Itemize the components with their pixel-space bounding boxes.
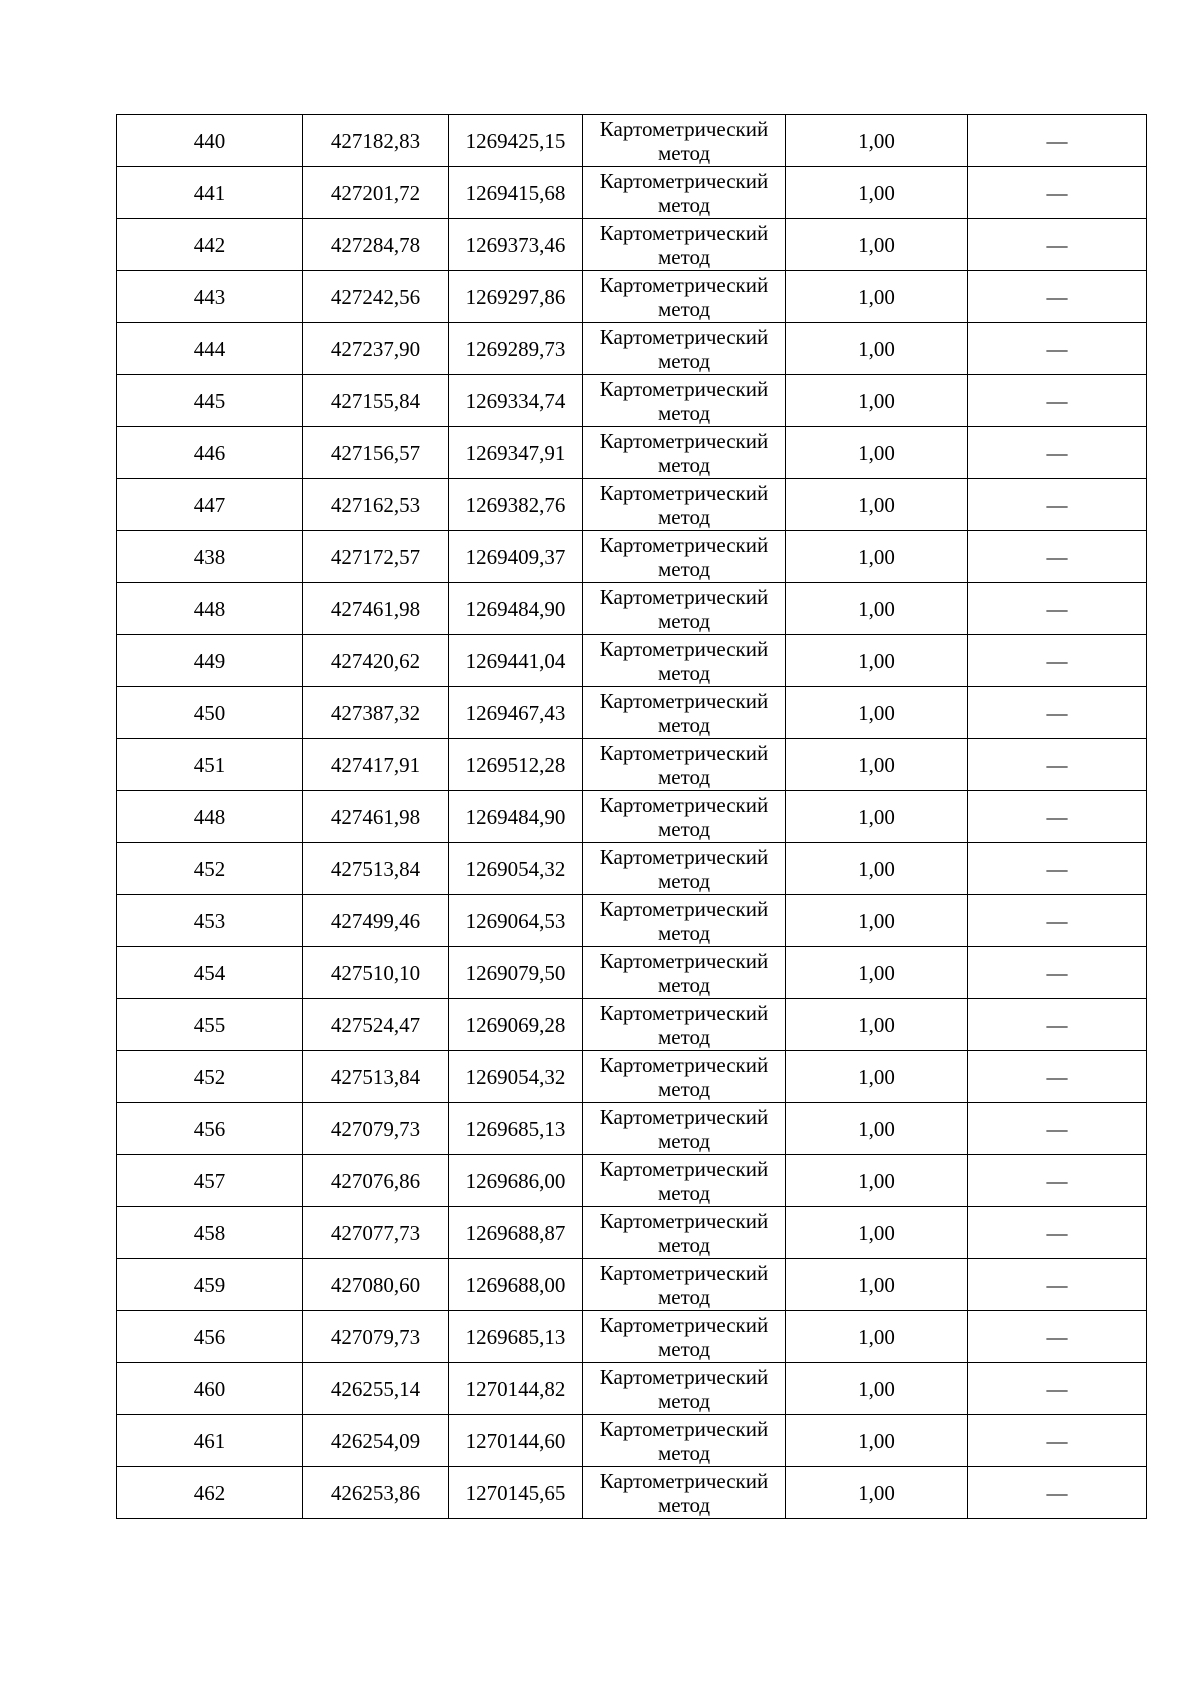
method-line-1: Картометрический [599, 1156, 769, 1181]
description-cell: — [968, 999, 1147, 1051]
table-row [117, 1155, 1147, 1207]
table-row [117, 479, 1147, 531]
method-line-1: Картометрический [599, 428, 769, 453]
table-row [117, 323, 1147, 375]
point-number-cell: 453 [117, 895, 303, 947]
method-line-1: Картометрический [599, 1364, 769, 1389]
accuracy-cell: 1,00 [786, 1311, 968, 1363]
method-line-1: Картометрический [599, 1260, 769, 1285]
method-line-2: метод [657, 712, 711, 737]
method-cell [583, 1051, 786, 1103]
table-row [117, 947, 1147, 999]
method-line-1: Картометрический [599, 376, 769, 401]
method-cell [583, 375, 786, 427]
method-cell [583, 1415, 786, 1467]
method-line-2: метод [657, 140, 711, 165]
y-coordinate-cell: 1270144,60 [449, 1415, 583, 1467]
method-cell [583, 531, 786, 583]
method-line-1: Картометрический [599, 272, 769, 297]
y-coordinate-cell: 1269512,28 [449, 739, 583, 791]
description-cell: — [968, 375, 1147, 427]
coordinates-table [116, 114, 1147, 1519]
description-cell: — [968, 1415, 1147, 1467]
y-coordinate-cell: 1269334,74 [449, 375, 583, 427]
description-cell: — [968, 219, 1147, 271]
x-coordinate-cell: 427513,84 [303, 1051, 449, 1103]
description-cell: — [968, 1363, 1147, 1415]
x-coordinate-cell: 427162,53 [303, 479, 449, 531]
method-cell [583, 1103, 786, 1155]
y-coordinate-cell: 1269415,68 [449, 167, 583, 219]
point-number-cell: 442 [117, 219, 303, 271]
y-coordinate-cell: 1269382,76 [449, 479, 583, 531]
x-coordinate-cell: 427461,98 [303, 583, 449, 635]
description-cell: — [968, 1207, 1147, 1259]
method-line-2: метод [657, 1128, 711, 1153]
table-row [117, 1259, 1147, 1311]
accuracy-cell: 1,00 [786, 1051, 968, 1103]
description-cell: — [968, 427, 1147, 479]
accuracy-cell: 1,00 [786, 323, 968, 375]
method-line-2: метод [657, 920, 711, 945]
x-coordinate-cell: 427499,46 [303, 895, 449, 947]
method-line-2: метод [657, 296, 711, 321]
method-cell [583, 1259, 786, 1311]
table-row [117, 1415, 1147, 1467]
point-number-cell: 456 [117, 1103, 303, 1155]
y-coordinate-cell: 1269441,04 [449, 635, 583, 687]
x-coordinate-cell: 427510,10 [303, 947, 449, 999]
accuracy-cell: 1,00 [786, 375, 968, 427]
method-line-2: метод [657, 1284, 711, 1309]
table-row [117, 427, 1147, 479]
method-line-2: метод [657, 504, 711, 529]
accuracy-cell: 1,00 [786, 687, 968, 739]
method-cell [583, 1311, 786, 1363]
x-coordinate-cell: 427077,73 [303, 1207, 449, 1259]
method-line-2: метод [657, 556, 711, 581]
method-line-2: метод [657, 1024, 711, 1049]
description-cell: — [968, 739, 1147, 791]
method-cell [583, 167, 786, 219]
x-coordinate-cell: 427201,72 [303, 167, 449, 219]
x-coordinate-cell: 427237,90 [303, 323, 449, 375]
point-number-cell: 450 [117, 687, 303, 739]
table-body [117, 115, 1147, 1519]
table-row [117, 1311, 1147, 1363]
method-line-2: метод [657, 608, 711, 633]
accuracy-cell: 1,00 [786, 583, 968, 635]
point-number-cell: 451 [117, 739, 303, 791]
x-coordinate-cell: 427079,73 [303, 1103, 449, 1155]
y-coordinate-cell: 1269484,90 [449, 791, 583, 843]
table-row [117, 999, 1147, 1051]
y-coordinate-cell: 1269425,15 [449, 115, 583, 167]
point-number-cell: 444 [117, 323, 303, 375]
point-number-cell: 449 [117, 635, 303, 687]
point-number-cell: 455 [117, 999, 303, 1051]
y-coordinate-cell: 1269467,43 [449, 687, 583, 739]
accuracy-cell: 1,00 [786, 1467, 968, 1519]
point-number-cell: 461 [117, 1415, 303, 1467]
table-row [117, 271, 1147, 323]
method-cell [583, 1467, 786, 1519]
method-line-1: Картометрический [599, 896, 769, 921]
x-coordinate-cell: 427076,86 [303, 1155, 449, 1207]
accuracy-cell: 1,00 [786, 271, 968, 323]
x-coordinate-cell: 427156,57 [303, 427, 449, 479]
y-coordinate-cell: 1269054,32 [449, 1051, 583, 1103]
table-row [117, 687, 1147, 739]
table-row [117, 1207, 1147, 1259]
accuracy-cell: 1,00 [786, 531, 968, 583]
table-row [117, 115, 1147, 167]
method-line-2: метод [657, 244, 711, 269]
description-cell: — [968, 1155, 1147, 1207]
accuracy-cell: 1,00 [786, 895, 968, 947]
y-coordinate-cell: 1269064,53 [449, 895, 583, 947]
x-coordinate-cell: 427417,91 [303, 739, 449, 791]
method-cell [583, 635, 786, 687]
table-row [117, 843, 1147, 895]
accuracy-cell: 1,00 [786, 1259, 968, 1311]
accuracy-cell: 1,00 [786, 999, 968, 1051]
method-cell [583, 843, 786, 895]
y-coordinate-cell: 1270145,65 [449, 1467, 583, 1519]
method-cell [583, 583, 786, 635]
description-cell: — [968, 843, 1147, 895]
accuracy-cell: 1,00 [786, 1155, 968, 1207]
method-line-2: метод [657, 972, 711, 997]
x-coordinate-cell: 427182,83 [303, 115, 449, 167]
point-number-cell: 452 [117, 1051, 303, 1103]
x-coordinate-cell: 427387,32 [303, 687, 449, 739]
method-cell [583, 947, 786, 999]
point-number-cell: 438 [117, 531, 303, 583]
description-cell: — [968, 791, 1147, 843]
method-line-2: метод [657, 816, 711, 841]
table-row [117, 791, 1147, 843]
accuracy-cell: 1,00 [786, 635, 968, 687]
accuracy-cell: 1,00 [786, 843, 968, 895]
point-number-cell: 452 [117, 843, 303, 895]
method-line-2: метод [657, 452, 711, 477]
method-line-1: Картометрический [599, 532, 769, 557]
method-line-2: метод [657, 348, 711, 373]
method-cell [583, 1207, 786, 1259]
y-coordinate-cell: 1269409,37 [449, 531, 583, 583]
accuracy-cell: 1,00 [786, 1207, 968, 1259]
point-number-cell: 447 [117, 479, 303, 531]
method-line-1: Картометрический [599, 792, 769, 817]
point-number-cell: 441 [117, 167, 303, 219]
accuracy-cell: 1,00 [786, 1415, 968, 1467]
y-coordinate-cell: 1269289,73 [449, 323, 583, 375]
point-number-cell: 448 [117, 583, 303, 635]
accuracy-cell: 1,00 [786, 1103, 968, 1155]
description-cell: — [968, 479, 1147, 531]
method-line-1: Картометрический [599, 948, 769, 973]
table-row [117, 531, 1147, 583]
description-cell: — [968, 271, 1147, 323]
method-line-2: метод [657, 1232, 711, 1257]
point-number-cell: 458 [117, 1207, 303, 1259]
method-line-2: метод [657, 1180, 711, 1205]
x-coordinate-cell: 427155,84 [303, 375, 449, 427]
method-line-1: Картометрический [599, 584, 769, 609]
y-coordinate-cell: 1269079,50 [449, 947, 583, 999]
accuracy-cell: 1,00 [786, 167, 968, 219]
table-row [117, 1103, 1147, 1155]
method-line-1: Картометрический [599, 636, 769, 661]
method-line-1: Картометрический [599, 220, 769, 245]
method-cell [583, 1155, 786, 1207]
description-cell: — [968, 167, 1147, 219]
method-cell [583, 427, 786, 479]
x-coordinate-cell: 427080,60 [303, 1259, 449, 1311]
method-cell [583, 999, 786, 1051]
x-coordinate-cell: 427172,57 [303, 531, 449, 583]
accuracy-cell: 1,00 [786, 115, 968, 167]
description-cell: — [968, 323, 1147, 375]
table-row [117, 1051, 1147, 1103]
method-cell [583, 739, 786, 791]
method-line-1: Картометрический [599, 480, 769, 505]
y-coordinate-cell: 1269069,28 [449, 999, 583, 1051]
accuracy-cell: 1,00 [786, 479, 968, 531]
description-cell: — [968, 1467, 1147, 1519]
x-coordinate-cell: 426254,09 [303, 1415, 449, 1467]
point-number-cell: 457 [117, 1155, 303, 1207]
method-line-2: метод [657, 192, 711, 217]
method-line-1: Картометрический [599, 1468, 769, 1493]
y-coordinate-cell: 1269686,00 [449, 1155, 583, 1207]
method-cell [583, 791, 786, 843]
table-row [117, 219, 1147, 271]
table-row [117, 1363, 1147, 1415]
point-number-cell: 445 [117, 375, 303, 427]
point-number-cell: 443 [117, 271, 303, 323]
method-line-1: Картометрический [599, 740, 769, 765]
table-row [117, 375, 1147, 427]
method-line-1: Картометрический [599, 1052, 769, 1077]
method-line-2: метод [657, 1076, 711, 1101]
accuracy-cell: 1,00 [786, 739, 968, 791]
method-cell [583, 687, 786, 739]
table-row [117, 1467, 1147, 1519]
description-cell: — [968, 687, 1147, 739]
y-coordinate-cell: 1269685,13 [449, 1311, 583, 1363]
y-coordinate-cell: 1270144,82 [449, 1363, 583, 1415]
point-number-cell: 460 [117, 1363, 303, 1415]
y-coordinate-cell: 1269297,86 [449, 271, 583, 323]
accuracy-cell: 1,00 [786, 1363, 968, 1415]
table-row [117, 583, 1147, 635]
point-number-cell: 459 [117, 1259, 303, 1311]
description-cell: — [968, 635, 1147, 687]
y-coordinate-cell: 1269054,32 [449, 843, 583, 895]
y-coordinate-cell: 1269373,46 [449, 219, 583, 271]
method-line-2: метод [657, 1336, 711, 1361]
y-coordinate-cell: 1269347,91 [449, 427, 583, 479]
method-line-2: метод [657, 764, 711, 789]
method-line-2: метод [657, 868, 711, 893]
method-line-2: метод [657, 400, 711, 425]
method-line-2: метод [657, 660, 711, 685]
y-coordinate-cell: 1269688,00 [449, 1259, 583, 1311]
method-line-2: метод [657, 1388, 711, 1413]
x-coordinate-cell: 427242,56 [303, 271, 449, 323]
description-cell: — [968, 1311, 1147, 1363]
x-coordinate-cell: 427420,62 [303, 635, 449, 687]
method-cell [583, 479, 786, 531]
table-row [117, 167, 1147, 219]
point-number-cell: 462 [117, 1467, 303, 1519]
description-cell: — [968, 947, 1147, 999]
accuracy-cell: 1,00 [786, 219, 968, 271]
method-line-1: Картометрический [599, 1416, 769, 1441]
method-cell [583, 895, 786, 947]
x-coordinate-cell: 427513,84 [303, 843, 449, 895]
description-cell: — [968, 531, 1147, 583]
method-line-1: Картометрический [599, 1000, 769, 1025]
accuracy-cell: 1,00 [786, 947, 968, 999]
method-line-1: Картометрический [599, 1104, 769, 1129]
description-cell: — [968, 1051, 1147, 1103]
description-cell: — [968, 1259, 1147, 1311]
method-cell [583, 219, 786, 271]
x-coordinate-cell: 427461,98 [303, 791, 449, 843]
x-coordinate-cell: 427079,73 [303, 1311, 449, 1363]
method-line-1: Картометрический [599, 168, 769, 193]
accuracy-cell: 1,00 [786, 791, 968, 843]
method-line-2: метод [657, 1440, 711, 1465]
description-cell: — [968, 895, 1147, 947]
point-number-cell: 446 [117, 427, 303, 479]
method-line-1: Картометрический [599, 688, 769, 713]
method-line-1: Картометрический [599, 1208, 769, 1233]
method-line-2: метод [657, 1492, 711, 1517]
method-cell [583, 271, 786, 323]
description-cell: — [968, 583, 1147, 635]
y-coordinate-cell: 1269688,87 [449, 1207, 583, 1259]
table-row [117, 739, 1147, 791]
y-coordinate-cell: 1269484,90 [449, 583, 583, 635]
point-number-cell: 456 [117, 1311, 303, 1363]
method-line-1: Картометрический [599, 1312, 769, 1337]
point-number-cell: 440 [117, 115, 303, 167]
method-line-1: Картометрический [599, 844, 769, 869]
description-cell: — [968, 115, 1147, 167]
method-line-1: Картометрический [599, 116, 769, 141]
method-cell [583, 1363, 786, 1415]
table-row [117, 895, 1147, 947]
x-coordinate-cell: 426253,86 [303, 1467, 449, 1519]
table-row [117, 635, 1147, 687]
method-cell [583, 115, 786, 167]
y-coordinate-cell: 1269685,13 [449, 1103, 583, 1155]
x-coordinate-cell: 427284,78 [303, 219, 449, 271]
accuracy-cell: 1,00 [786, 427, 968, 479]
x-coordinate-cell: 426255,14 [303, 1363, 449, 1415]
point-number-cell: 454 [117, 947, 303, 999]
x-coordinate-cell: 427524,47 [303, 999, 449, 1051]
method-line-1: Картометрический [599, 324, 769, 349]
point-number-cell: 448 [117, 791, 303, 843]
description-cell: — [968, 1103, 1147, 1155]
method-cell [583, 323, 786, 375]
